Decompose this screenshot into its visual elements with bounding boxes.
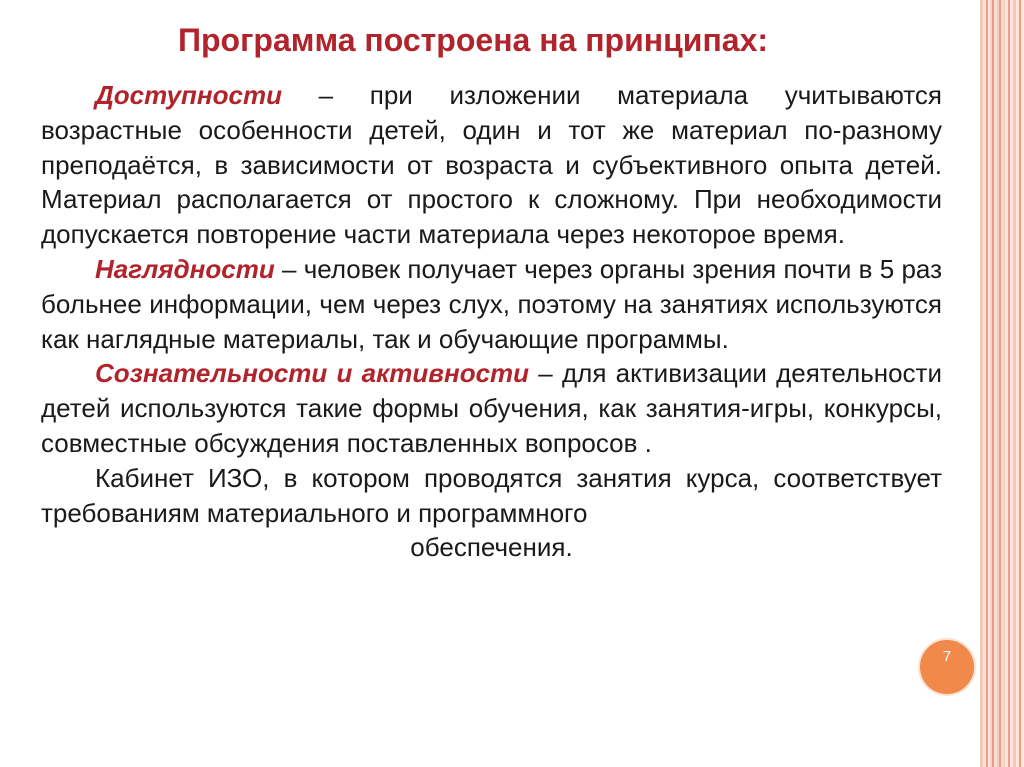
page-number: 7	[942, 648, 952, 665]
slide-title: Программа построена на принципах:	[178, 22, 769, 58]
principle-term: Наглядности	[95, 253, 275, 284]
principle-term: Сознательности и активности	[95, 358, 530, 389]
principle-text: – при изложении материала учитываются возрастные особенности детей, один и тот же материал по-разному преподаётся, в зависимости от возраста и субъективного опыта детей. Материал располагается от простого к сложному. При необходимости допускается повторение части материала через некоторое время.	[41, 80, 942, 250]
slide-body	[41, 78, 942, 565]
closing-paragraph: Кабинет ИЗО, в котором проводятся занятия курса, соответствует требованиям материального и программного	[41, 462, 942, 528]
decorative-border	[980, 0, 1024, 767]
principle-text: – для активизации деятельности детей используются такие формы обучения, как занятия-игры, конкурсы, совместные обсуждения поставленных вопросов .	[41, 358, 942, 458]
principle-text: – человек получает через органы зрения почти в 5 раз больнее информации, чем через слух, поэтому на занятиях используются как наглядные материалы, так и обучающие программы.	[41, 253, 942, 354]
principle-paragraph	[41, 252, 942, 356]
page-number-badge	[920, 640, 974, 694]
principle-paragraph	[41, 78, 942, 252]
principle-term: Доступности	[95, 80, 282, 110]
principle-paragraph	[41, 356, 942, 460]
closing-last-line: обеспечения.	[410, 532, 573, 563]
